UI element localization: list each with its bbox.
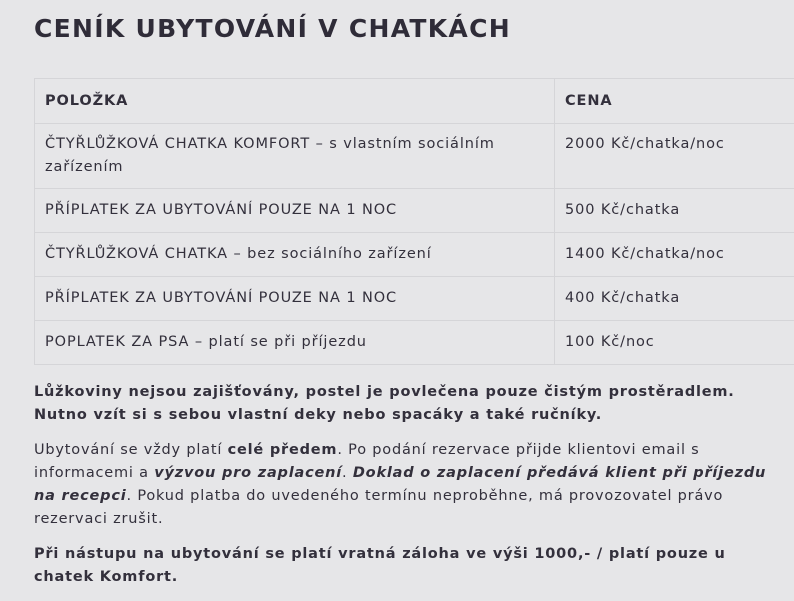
deposit-note <box>34 543 784 589</box>
payment-note-text-1: Ubytování se vždy platí <box>34 442 228 458</box>
row-price: 400 Kč/chatka <box>555 277 794 321</box>
bedding-note-text: Lůžkoviny nejsou zajišťovány, postel je povlečena pouze čistým prostěradlem. Nutno vzít si s sebou vlastní deky nebo spacáky a také ručníky. <box>34 384 735 423</box>
payment-note-emphasis-1: výzvou pro zaplacení <box>154 465 342 481</box>
row-item: ČTYŘLŮŽKOVÁ CHATKA KOMFORT – s vlastním sociálním zařízením <box>35 124 555 189</box>
row-price: 100 Kč/noc <box>555 321 794 365</box>
deposit-note-text: Při nástupu na ubytování se platí vratná záloha ve výši 1000,- / platí pouze u chatek Komfort. <box>34 546 726 585</box>
table-row <box>35 277 794 321</box>
row-price: 1400 Kč/chatka/noc <box>555 233 794 277</box>
column-header-price: CENA <box>555 79 794 124</box>
payment-note-text-4: . Pokud platba do uvedeného termínu neproběhne, má provozovatel právo rezervaci zrušit. <box>34 488 723 527</box>
table-header-row <box>35 79 794 124</box>
table-row <box>35 321 794 365</box>
column-header-item: POLOŽKA <box>35 79 555 124</box>
row-item: ČTYŘLŮŽKOVÁ CHATKA – bez sociálního zařízení <box>35 233 555 277</box>
payment-note <box>34 439 784 531</box>
payment-note-bold-1: celé předem <box>228 442 338 458</box>
row-item: PŘÍPLATEK ZA UBYTOVÁNÍ POUZE NA 1 NOC <box>35 189 555 233</box>
bedding-note <box>34 381 784 427</box>
payment-note-text-2: . Po podání rezervace přijde klientovi email s informacemi a <box>34 442 700 481</box>
price-table <box>34 78 794 365</box>
notes-section <box>34 381 784 601</box>
payment-note-text-3: . <box>342 465 353 481</box>
page-title: CENÍK UBYTOVÁNÍ V CHATKÁCH <box>34 14 511 43</box>
row-price: 2000 Kč/chatka/noc <box>555 124 794 189</box>
row-item: POPLATEK ZA PSA – platí se při příjezdu <box>35 321 555 365</box>
table-row <box>35 189 794 233</box>
table-row <box>35 233 794 277</box>
row-item: PŘÍPLATEK ZA UBYTOVÁNÍ POUZE NA 1 NOC <box>35 277 555 321</box>
table-row <box>35 124 794 189</box>
payment-note-emphasis-2: Doklad o zaplacení předává klient při příjezdu na recepci <box>34 465 766 504</box>
row-price: 500 Kč/chatka <box>555 189 794 233</box>
